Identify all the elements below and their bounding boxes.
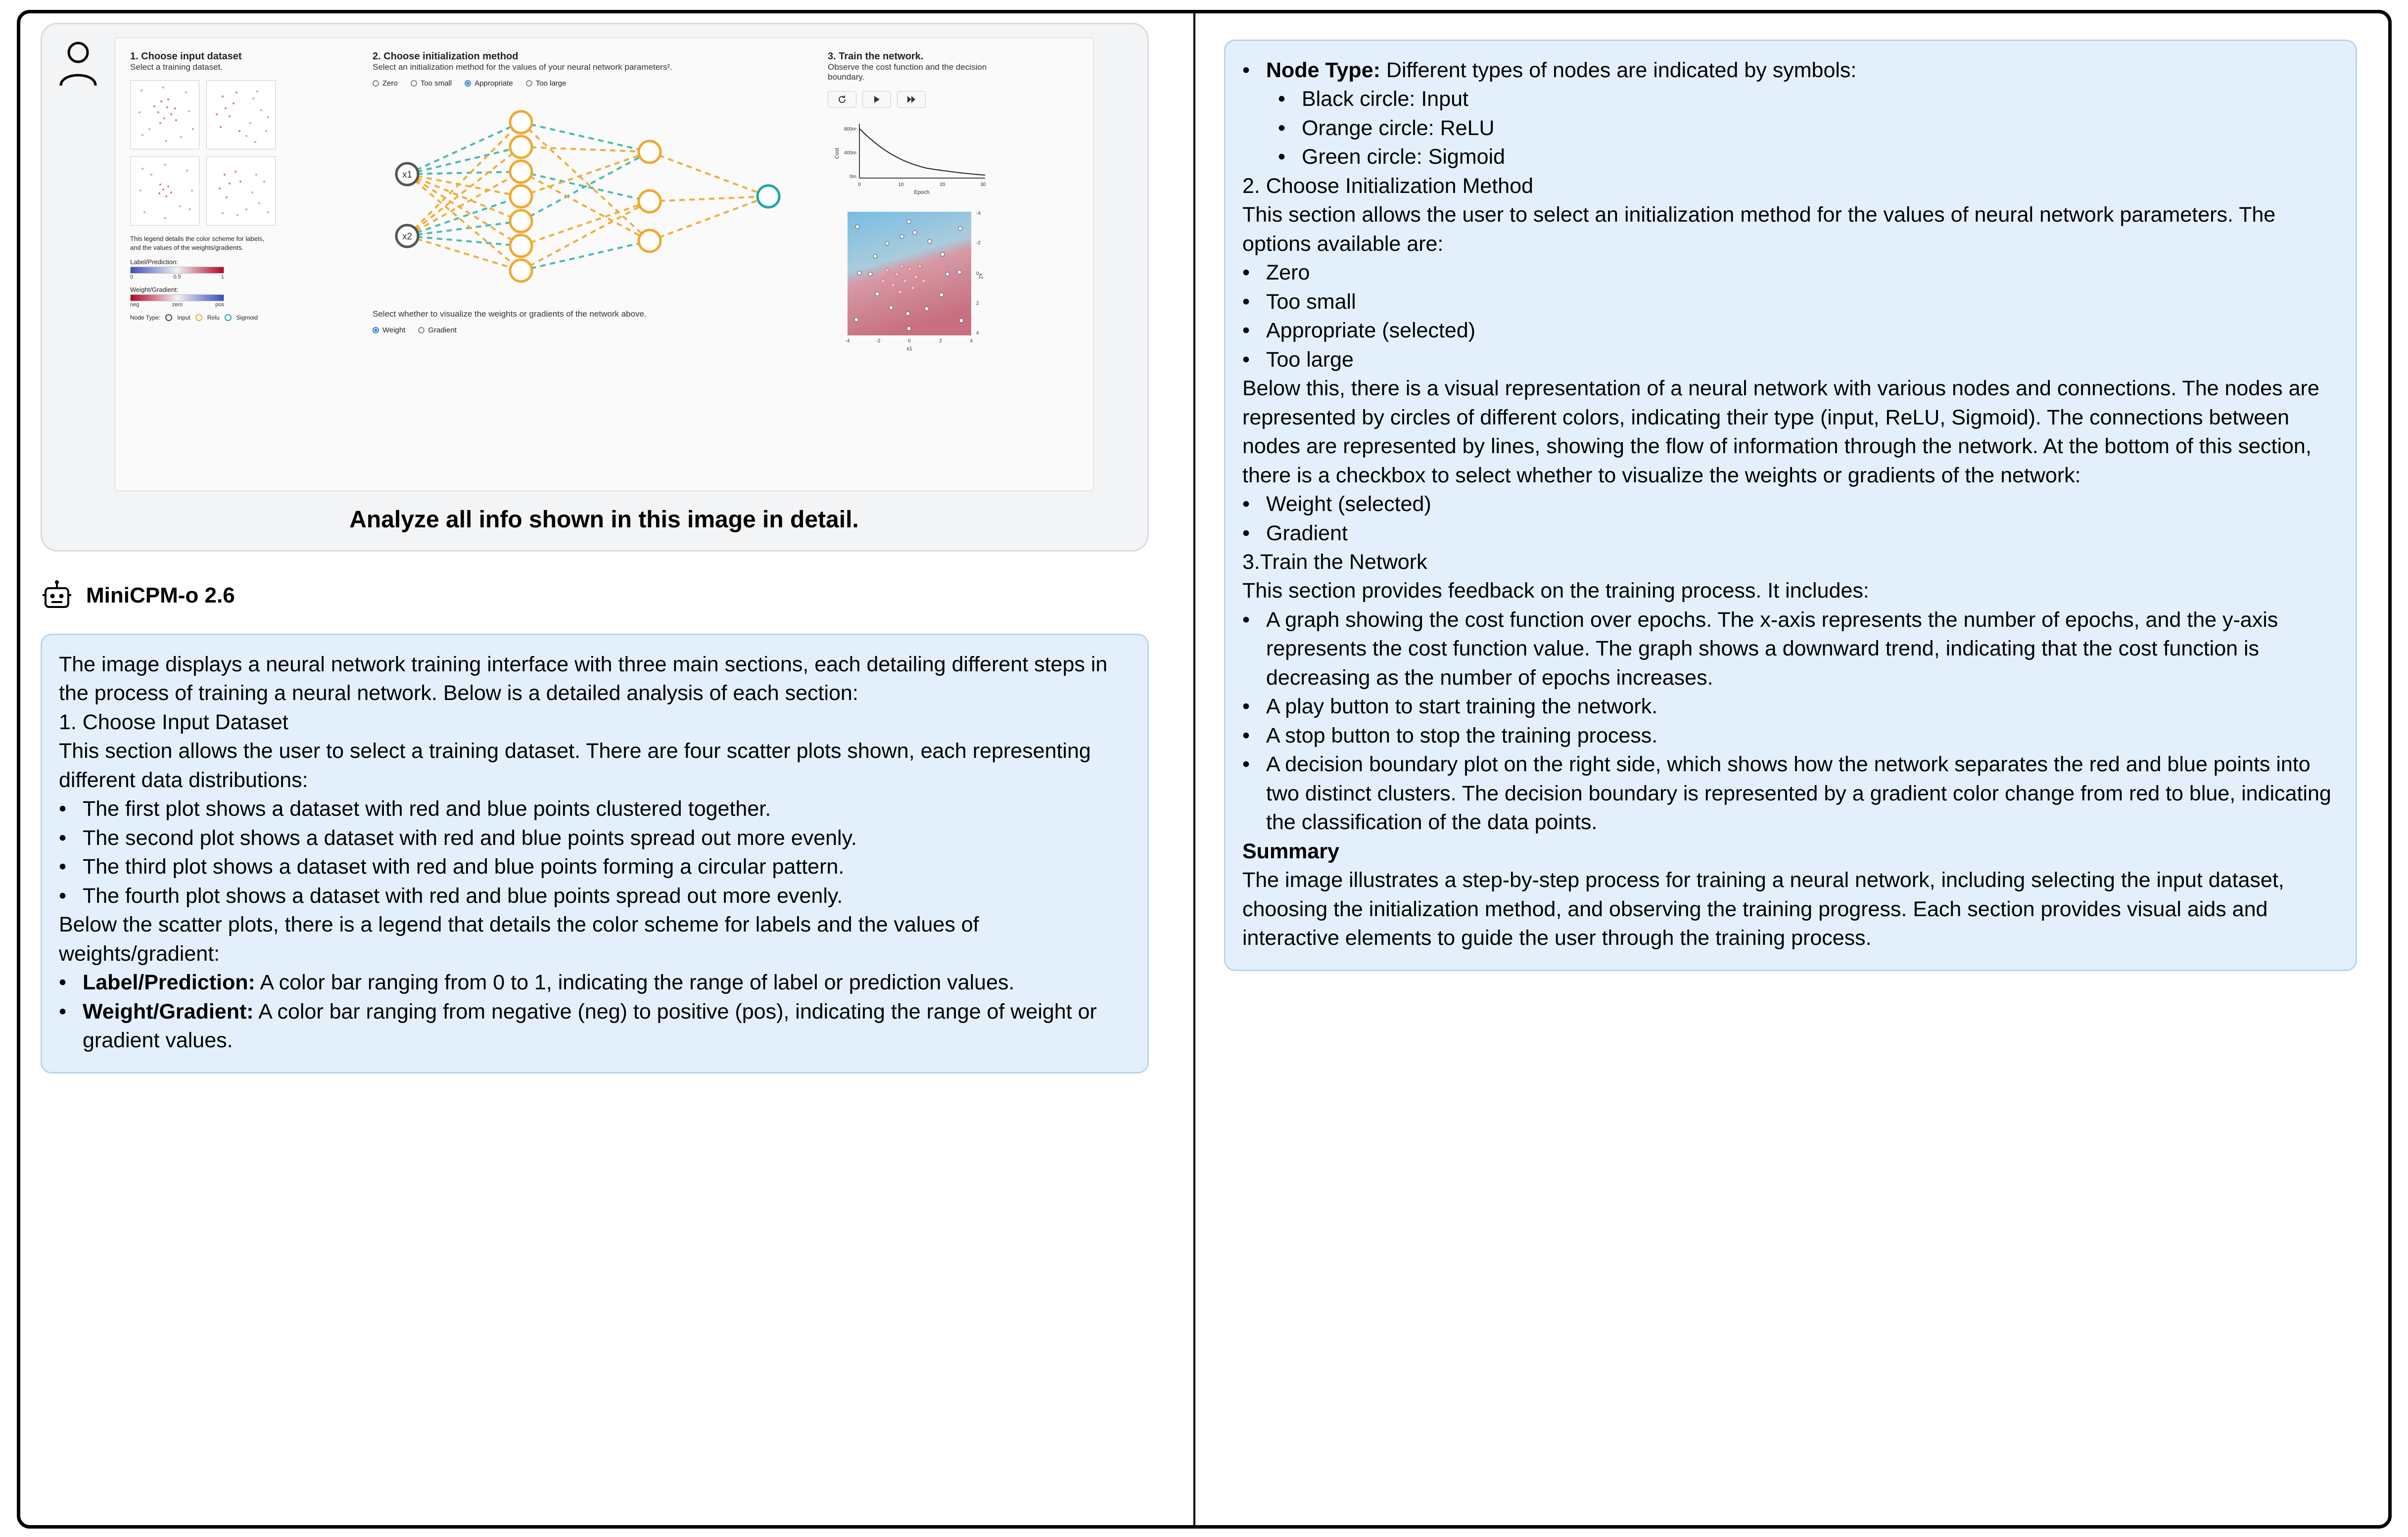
section2-title: 2. Choose initialization method	[373, 51, 519, 62]
relu-node-icon	[195, 314, 202, 321]
list-item	[1278, 85, 2339, 113]
input-label-x2: x2	[402, 232, 413, 242]
cost-chart-svg	[828, 117, 991, 196]
bullet-dot: •	[1242, 723, 1250, 747]
list-item	[1242, 721, 2339, 750]
bullet-dot: •	[59, 884, 67, 908]
boundary-x-tick-4: 4	[970, 338, 973, 344]
node-type-sigmoid: Sigmoid	[236, 314, 258, 321]
bullet-text	[83, 968, 1014, 997]
initialization-radio-group[interactable]	[373, 79, 818, 88]
legend-intro-line-1: This legend details the color scheme for labels,	[130, 235, 264, 242]
bullet-dot: •	[1242, 521, 1250, 545]
radio-option-weight[interactable]	[373, 326, 405, 334]
bullet-dot: •	[59, 855, 67, 879]
bullet-rest: A color bar ranging from 0 to 1, indicating the range of label or prediction values.	[255, 971, 1015, 995]
list-item	[59, 968, 1131, 997]
neural-network-svg	[373, 93, 813, 305]
cost-tick-400m: 400m	[844, 150, 856, 156]
bullet-dot: •	[1278, 116, 1286, 140]
list-item	[1242, 519, 2339, 548]
bullet-dot: •	[1242, 347, 1250, 372]
bullet-text: Gradient	[1266, 521, 1348, 545]
embedded-screenshot	[114, 37, 1094, 491]
radio-gradient-icon[interactable]	[418, 327, 425, 333]
bullet-dot: •	[1242, 58, 1250, 82]
play-icon	[872, 95, 881, 104]
section-choose-input-dataset	[130, 51, 363, 322]
lp-tick-2: 1	[221, 274, 224, 280]
list-item	[1242, 316, 2339, 345]
right-column	[1209, 10, 2392, 1529]
node-type-bullet-list	[1242, 56, 2339, 85]
answer-right-paragraph-1: This section allows the user to select an initialization method for the values of neural network parameters. The options available are:	[1242, 203, 2276, 256]
radio-option-too-small[interactable]	[411, 79, 452, 88]
bullet-dot: •	[1278, 87, 1286, 111]
model-identity-row	[41, 579, 1189, 612]
epoch-tick-20: 20	[940, 182, 945, 187]
legend-intro-line-2: and the values of the weights/gradients.	[130, 243, 244, 251]
neural-network-diagram	[373, 93, 813, 305]
boundary-y-tick-0: 0	[976, 271, 979, 277]
bullet-text: The third plot shows a dataset with red and blue points forming a circular pattern.	[83, 855, 845, 879]
bullet-rest: Different types of nodes are indicated by symbols:	[1380, 58, 1857, 82]
radio-zero-label: Zero	[382, 79, 398, 88]
bullet-dot: •	[1242, 261, 1250, 285]
weight-gradient-colorbar	[130, 294, 224, 301]
bullet-text: A graph showing the cost function over epochs. The x-axis represents the number of epochs, and the y-axis represents the cost function value. The graph shows a downward trend, indicating that the cost function is decreasing as the number of epochs increases.	[1266, 607, 2278, 690]
label-prediction-legend	[130, 258, 279, 280]
boundary-y-tick-2: -2	[976, 240, 981, 246]
list-item	[1242, 345, 2339, 374]
section3-title: 3. Train the network.	[828, 51, 924, 62]
radio-appropriate-icon[interactable]	[465, 80, 471, 87]
bullet-dot: •	[1242, 492, 1250, 516]
radio-option-too-large[interactable]	[526, 79, 567, 88]
list-item	[59, 882, 1131, 910]
bullet-text: Black circle: Input	[1302, 87, 1468, 111]
radio-option-gradient[interactable]	[418, 326, 457, 334]
wg-tick-neg: neg	[130, 302, 140, 308]
list-item	[1242, 605, 2339, 692]
label-prediction-colorbar	[130, 267, 224, 274]
bullet-text	[83, 997, 1131, 1055]
bullet-text	[1266, 56, 1856, 85]
bullet-dot: •	[1242, 695, 1250, 719]
dataset-plot-1[interactable]	[130, 80, 199, 149]
left-column	[17, 10, 1209, 1529]
legend-box	[130, 234, 279, 322]
radio-gradient-label: Gradient	[428, 326, 457, 334]
node-type-legend	[130, 314, 279, 322]
bullet-bold-label: Label/Prediction:	[83, 971, 255, 995]
init-options-list	[1242, 258, 2339, 374]
bullet-text: Zero	[1266, 261, 1310, 285]
cost-chart	[828, 117, 991, 196]
boundary-y-tick--2: 2	[976, 301, 979, 306]
cost-tick-0m: 0m	[850, 174, 856, 180]
boundary-axis-y-label: x2	[978, 273, 984, 279]
boundary-x-tick--4: -4	[845, 338, 850, 344]
boundary-y-tick--4: 4	[976, 330, 979, 336]
visualize-prompt: Select whether to visualize the weights or gradients of the network above.	[373, 309, 647, 319]
bullet-dot: •	[1242, 319, 1250, 343]
node-type-label: Node Type:	[130, 314, 161, 321]
dataset-plot-2[interactable]	[206, 80, 276, 149]
bullet-text: Appropriate (selected)	[1266, 319, 1476, 343]
summary-heading: Summary	[1242, 839, 1339, 863]
node-type-input: Input	[177, 314, 190, 321]
radio-zero-icon[interactable]	[373, 80, 379, 87]
radio-weight-icon[interactable]	[373, 327, 379, 333]
robot-icon	[41, 579, 73, 612]
bullet-text: The second plot shows a dataset with red and blue points spread out more evenly.	[83, 826, 857, 850]
list-item	[1242, 490, 2339, 518]
node-type-relu: Relu	[207, 314, 220, 321]
section-train-network	[828, 51, 1080, 370]
radio-too-small-icon[interactable]	[411, 80, 417, 87]
sigmoid-node-icon	[225, 314, 232, 321]
bullet-text: A play button to start training the network.	[1266, 695, 1658, 719]
weight-gradient-label: Weight/Gradient:	[130, 286, 179, 294]
list-item	[1278, 114, 2339, 142]
user-message-card	[41, 23, 1149, 552]
answer-intro: The image displays a neural network training interface with three main sections, each detailing different steps in the process of training a neural network. Below is a detailed analysis of each section:	[59, 652, 1108, 705]
epoch-tick-30: 30	[980, 182, 986, 187]
section3-subtitle-line1: Observe the cost function and the decision	[828, 62, 987, 72]
dataset-plot-grid[interactable]	[130, 80, 363, 226]
answer-paragraph-1: This section allows the user to select a training dataset. There are four scatter plots shown, each representing different data distributions:	[59, 739, 1091, 792]
radio-too-large-icon[interactable]	[526, 80, 532, 87]
radio-too-large-label: Too large	[535, 79, 567, 88]
label-prediction-ticks	[130, 274, 224, 281]
dataset-plot-3[interactable]	[130, 156, 199, 226]
boundary-x-tick-2: 2	[939, 338, 942, 344]
reset-icon	[837, 94, 847, 104]
list-item	[1242, 750, 2339, 837]
answer-paragraph-2: Below the scatter plots, there is a legend that details the color scheme for labels and the values of weights/gradient:	[59, 913, 979, 966]
bullet-dot: •	[59, 999, 67, 1024]
answer-heading-1: 1. Choose Input Dataset	[59, 710, 288, 734]
answer-bubble-right	[1224, 40, 2357, 971]
bullet-text: Too large	[1266, 347, 1354, 372]
boundary-x-tick--2: -2	[876, 338, 881, 344]
answer-right-paragraph-2: Below this, there is a visual representation of a neural network with various nodes and connections. The nodes are represented by circles of different colors, indicating their type (input, ReLU, Sigmoid). The connections between nodes are represented by lines, showing the flow of information through the network. At the bottom of this section, there is a checkbox to select whether to visualize the weights or gradients of the network:	[1242, 376, 2319, 487]
weight-gradient-ticks	[130, 301, 224, 309]
cost-axis-x-label: Epoch	[914, 189, 930, 195]
bullet-text: A decision boundary plot on the right side, which shows how the network separates the red and blue points into two distinct clusters. The decision boundary is represented by a gradient color change from red to blue, indicating the classification of the data points.	[1266, 752, 2331, 835]
bullet-text: Weight (selected)	[1266, 492, 1431, 516]
answer-heading-3: 3.Train the Network	[1242, 550, 1427, 574]
bullet-dot: •	[1242, 289, 1250, 314]
boundary-x-tick-0: 0	[908, 338, 911, 344]
section3-subtitle-line2: boundary.	[828, 72, 865, 82]
bullet-bold-label: Weight/Gradient:	[83, 999, 254, 1024]
section-choose-initialization	[373, 51, 818, 334]
decision-boundary-plot	[828, 207, 991, 370]
radio-weight-label: Weight	[382, 326, 406, 334]
bullet-text: The first plot shows a dataset with red and blue points clustered together.	[83, 797, 771, 821]
list-item	[59, 852, 1131, 881]
lp-tick-1: 0.5	[173, 274, 181, 280]
list-item	[59, 794, 1131, 823]
weight-gradient-legend	[130, 285, 279, 308]
bullet-rest: A color bar ranging from negative (neg) to positive (pos), indicating the range of weight or gradient values.	[83, 999, 1097, 1053]
play-button[interactable]	[862, 91, 891, 108]
list-item	[1278, 142, 2339, 171]
list-item	[59, 824, 1131, 852]
step-forward-icon	[906, 95, 916, 104]
wg-tick-pos: pos	[215, 302, 224, 308]
bullet-dot: •	[59, 826, 67, 850]
boundary-axis-x-label: x1	[906, 346, 912, 352]
list-item	[1242, 258, 2339, 287]
list-item	[1242, 287, 2339, 316]
legend-bullet-list	[59, 968, 1131, 1055]
training-controls[interactable]	[828, 91, 1080, 108]
bullet-dot: •	[59, 971, 67, 995]
node-type-sub-list	[1278, 85, 2339, 171]
epoch-tick-0: 0	[858, 182, 861, 187]
summary-text: The image illustrates a step-by-step process for training a neural network, including selecting the input dataset, choosing the initialization method, and observing the training progress. Each section provides visual aids and interactive elements to guide the user through the training process.	[1242, 868, 2284, 950]
model-name: MiniCPM-o 2.6	[86, 583, 235, 607]
list-item	[1242, 692, 2339, 721]
lp-tick-0: 0	[130, 274, 134, 280]
input-node-icon	[165, 314, 172, 321]
bullet-text: Green circle: Sigmoid	[1302, 145, 1506, 169]
input-label-x1: x1	[402, 170, 413, 180]
user-prompt-text: Analyze all info shown in this image in detail.	[349, 507, 859, 533]
section1-subtitle: Select a training dataset.	[130, 62, 223, 72]
radio-option-zero[interactable]	[373, 79, 398, 88]
visualize-radio-group[interactable]	[373, 326, 818, 334]
cost-axis-y-label: Cost	[834, 147, 840, 159]
bullet-text: Orange circle: ReLU	[1302, 116, 1495, 140]
visualize-options-list	[1242, 490, 2339, 548]
cost-tick-800m: 800m	[844, 127, 856, 132]
step-forward-button[interactable]	[897, 91, 926, 108]
boundary-y-tick-4: -4	[976, 211, 981, 216]
user-avatar	[57, 37, 105, 533]
answer-right-paragraph-3: This section provides feedback on the training process. It includes:	[1242, 579, 1869, 603]
radio-too-small-label: Too small	[420, 79, 452, 88]
decision-boundary-svg	[828, 207, 991, 370]
dataset-bullet-list	[59, 794, 1131, 910]
dataset-plot-4[interactable]	[206, 156, 276, 226]
wg-tick-zero: zero	[172, 302, 183, 308]
reset-button[interactable]	[828, 91, 856, 108]
section1-title: 1. Choose input dataset	[130, 51, 242, 62]
section2-subtitle: Select an initialization method for the values of your neural network parameters².	[373, 62, 672, 72]
bullet-text: The fourth plot shows a dataset with red and blue points spread out more evenly.	[83, 884, 843, 908]
radio-option-appropriate[interactable]	[465, 79, 513, 88]
bullet-text: A stop button to stop the training process.	[1266, 723, 1658, 747]
bullet-dot: •	[59, 797, 67, 821]
user-avatar-icon	[57, 40, 99, 88]
train-bullet-list	[1242, 605, 2339, 837]
epoch-tick-10: 10	[898, 182, 904, 187]
answer-heading-2: 2. Choose Initialization Method	[1242, 174, 1534, 198]
bullet-bold-label: Node Type:	[1266, 58, 1380, 82]
bullet-text: Too small	[1266, 289, 1356, 314]
list-item	[59, 997, 1131, 1055]
answer-bubble-left	[41, 634, 1149, 1073]
bullet-dot: •	[1242, 607, 1250, 632]
bullet-dot: •	[1278, 145, 1286, 169]
radio-appropriate-label: Appropriate	[474, 79, 513, 88]
list-item	[1242, 56, 2339, 85]
label-prediction-label: Label/Prediction:	[130, 258, 178, 266]
bullet-dot: •	[1242, 752, 1250, 777]
